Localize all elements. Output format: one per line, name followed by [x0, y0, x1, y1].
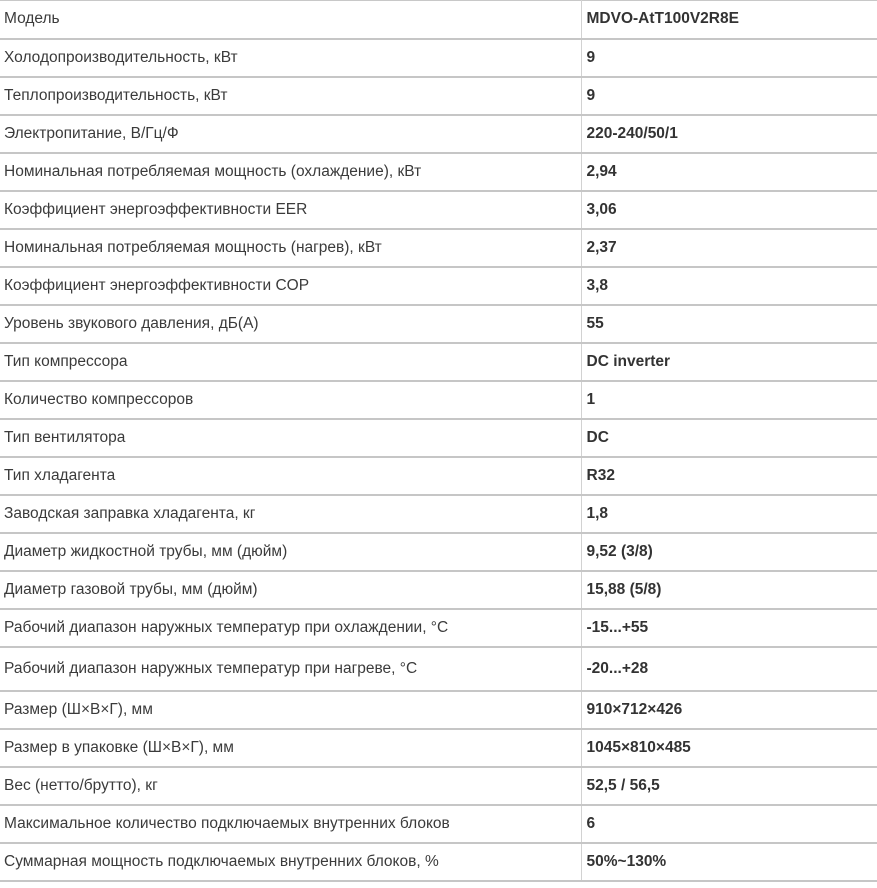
spec-label: Номинальная потребляемая мощность (нагрев), кВт — [0, 229, 581, 267]
spec-value: 2,94 — [581, 153, 877, 191]
table-row — [0, 229, 877, 267]
table-row — [0, 191, 877, 229]
spec-value: 1,8 — [581, 495, 877, 533]
spec-label: Размер в упаковке (Ш×В×Г), мм — [0, 729, 581, 767]
spec-label: Размер (Ш×В×Г), мм — [0, 691, 581, 729]
spec-value: 910×712×426 — [581, 691, 877, 729]
table-row — [0, 305, 877, 343]
spec-value: 6 — [581, 805, 877, 843]
spec-value: 3,06 — [581, 191, 877, 229]
spec-label: Коэффициент энергоэффективности EER — [0, 191, 581, 229]
spec-label: Холодопроизводительность, кВт — [0, 39, 581, 77]
spec-label: Диаметр газовой трубы, мм (дюйм) — [0, 571, 581, 609]
table-row — [0, 495, 877, 533]
spec-label: Заводская заправка хладагента, кг — [0, 495, 581, 533]
spec-label: Максимальное количество подключаемых внутренних блоков — [0, 805, 581, 843]
table-row — [0, 77, 877, 115]
table-row — [0, 533, 877, 571]
spec-value: 52,5 / 56,5 — [581, 767, 877, 805]
spec-value: DC — [581, 419, 877, 457]
spec-value: 1 — [581, 381, 877, 419]
table-row — [0, 153, 877, 191]
table-row — [0, 39, 877, 77]
spec-value: DC inverter — [581, 343, 877, 381]
spec-value: -20...+28 — [581, 647, 877, 691]
spec-value: 9 — [581, 77, 877, 115]
table-row — [0, 609, 877, 647]
spec-label: Диаметр жидкостной трубы, мм (дюйм) — [0, 533, 581, 571]
spec-value: 3,8 — [581, 267, 877, 305]
table-row — [0, 343, 877, 381]
spec-label: Рабочий диапазон наружных температур при нагреве, °C — [0, 647, 581, 691]
table-row — [0, 267, 877, 305]
spec-label: Коэффициент энергоэффективности COP — [0, 267, 581, 305]
spec-value: 9,52 (3/8) — [581, 533, 877, 571]
table-row — [0, 115, 877, 153]
table-row — [0, 381, 877, 419]
spec-label: Тип вентилятора — [0, 419, 581, 457]
spec-label: Теплопроизводительность, кВт — [0, 77, 581, 115]
table-row — [0, 805, 877, 843]
spec-label: Номинальная потребляемая мощность (охлаждение), кВт — [0, 153, 581, 191]
spec-label: Вес (нетто/брутто), кг — [0, 767, 581, 805]
spec-value: MDVO-AtT100V2R8E — [581, 1, 877, 39]
table-row — [0, 729, 877, 767]
table-row — [0, 419, 877, 457]
spec-label: Тип компрессора — [0, 343, 581, 381]
spec-label: Суммарная мощность подключаемых внутренних блоков, % — [0, 843, 581, 881]
spec-label: Уровень звукового давления, дБ(А) — [0, 305, 581, 343]
spec-label: Тип хладагента — [0, 457, 581, 495]
spec-label: Рабочий диапазон наружных температур при охлаждении, °C — [0, 609, 581, 647]
table-row — [0, 691, 877, 729]
table-row — [0, 647, 877, 691]
spec-value: 2,37 — [581, 229, 877, 267]
spec-value: 9 — [581, 39, 877, 77]
table-row — [0, 843, 877, 881]
spec-value: 15,88 (5/8) — [581, 571, 877, 609]
spec-value: R32 — [581, 457, 877, 495]
table-row — [0, 457, 877, 495]
spec-label: Количество компрессоров — [0, 381, 581, 419]
spec-value: -15...+55 — [581, 609, 877, 647]
spec-label: Электропитание, В/Гц/Ф — [0, 115, 581, 153]
table-row — [0, 571, 877, 609]
spec-value: 1045×810×485 — [581, 729, 877, 767]
spec-value: 50%~130% — [581, 843, 877, 881]
table-row — [0, 1, 877, 39]
spec-value: 55 — [581, 305, 877, 343]
table-row — [0, 767, 877, 805]
spec-label: Модель — [0, 1, 581, 39]
spec-value: 220-240/50/1 — [581, 115, 877, 153]
